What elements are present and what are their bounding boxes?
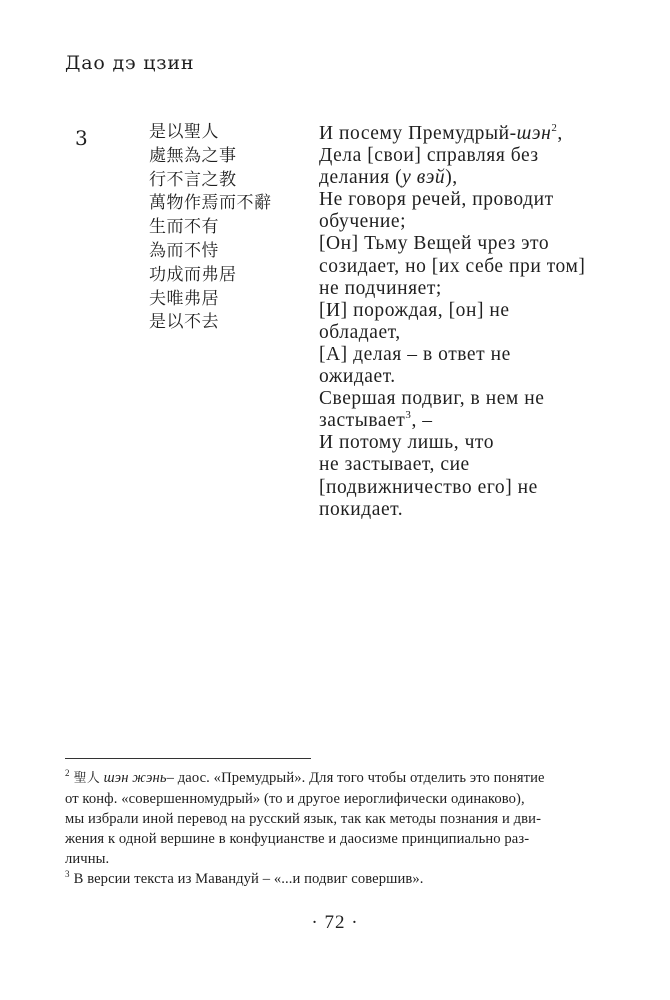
page-number: · 72 · xyxy=(311,912,359,933)
russian-translation-column xyxy=(319,123,609,521)
chinese-line: 夫唯弗居 xyxy=(149,288,219,309)
footnote-line: мы избрали иной перевод на русский язык, так как методы познания и дви- xyxy=(65,811,542,827)
chinese-line: 是以聖人 xyxy=(149,122,219,142)
russian-line: [И] порождая, [он] не xyxy=(319,299,510,321)
running-head: Дао дэ цзин xyxy=(65,52,195,74)
verse-number: 3 xyxy=(75,126,88,150)
chinese-line: 功成而弗居 xyxy=(149,264,237,285)
russian-line: застывает$^3$, – xyxy=(319,408,433,432)
footnote-ref-3[interactable]: 3 xyxy=(405,408,412,421)
footnote-line: личны. xyxy=(65,851,110,867)
russian-line: не застывает, сие xyxy=(319,454,470,476)
footnote-line: от конф. «совершенномудрый» (то и другое иероглифически одинаково), xyxy=(65,791,525,807)
russian-line: Не говоря речей, проводит xyxy=(319,189,554,211)
chinese-line: 是以不去 xyxy=(149,312,219,333)
russian-line: покидает. xyxy=(319,498,404,520)
footnote-marker: 2 xyxy=(65,768,70,779)
russian-line: ожидает. xyxy=(319,366,396,388)
chinese-line: 行不言之教 xyxy=(149,169,237,190)
footnote-marker: 3 xyxy=(65,869,70,880)
russian-line: [Он] Тьму Вещей чрез это xyxy=(319,233,550,255)
russian-line: [А] делая – в ответ не xyxy=(319,343,511,365)
chinese-line: 生而不有 xyxy=(149,217,219,238)
russian-line: обладает, xyxy=(319,321,401,343)
russian-line: И потому лишь, что xyxy=(319,432,495,454)
footnote-chars: 聖人 xyxy=(73,771,100,786)
russian-line: [подвижничество его] не xyxy=(319,476,538,498)
footnote-ref-2[interactable]: 2 xyxy=(551,121,558,134)
footnote-line: жения к одной вершине в конфуцианстве и даосизме принципиально раз- xyxy=(65,831,530,847)
russian-line: делания (у вэй), xyxy=(319,167,458,189)
chinese-line: 為而不恃 xyxy=(149,240,219,261)
russian-line: Свершая подвиг, в нем не xyxy=(319,388,545,410)
russian-line: Дела [свои] справляя без xyxy=(319,145,539,167)
russian-line: обучение; xyxy=(319,211,407,233)
term-shen: шэн xyxy=(516,123,552,144)
footnote-romanization: шэн жэнь xyxy=(103,770,167,786)
term-wu-wei: у вэй xyxy=(402,167,446,189)
footnote-3: $^3$ В версии текста из Мавандуй – «...и подвиг совершив». xyxy=(65,869,424,887)
footnote-divider xyxy=(65,758,311,759)
footnote-2: $^2$ 聖人 шэн жэнь– даос. «Премудрый». Для того чтобы отделить это понятие xyxy=(65,768,545,786)
footnotes xyxy=(65,768,605,889)
chinese-line: 萬物作焉而不辭 xyxy=(149,193,272,214)
russian-line: не подчиняет; xyxy=(319,277,442,299)
chinese-text-column xyxy=(149,121,279,335)
russian-line: созидает, но [их себе при том] xyxy=(319,255,586,277)
russian-line: И посему Премудрый-шэн$^2$, xyxy=(319,121,563,144)
chinese-line: 處無為之事 xyxy=(149,145,237,166)
